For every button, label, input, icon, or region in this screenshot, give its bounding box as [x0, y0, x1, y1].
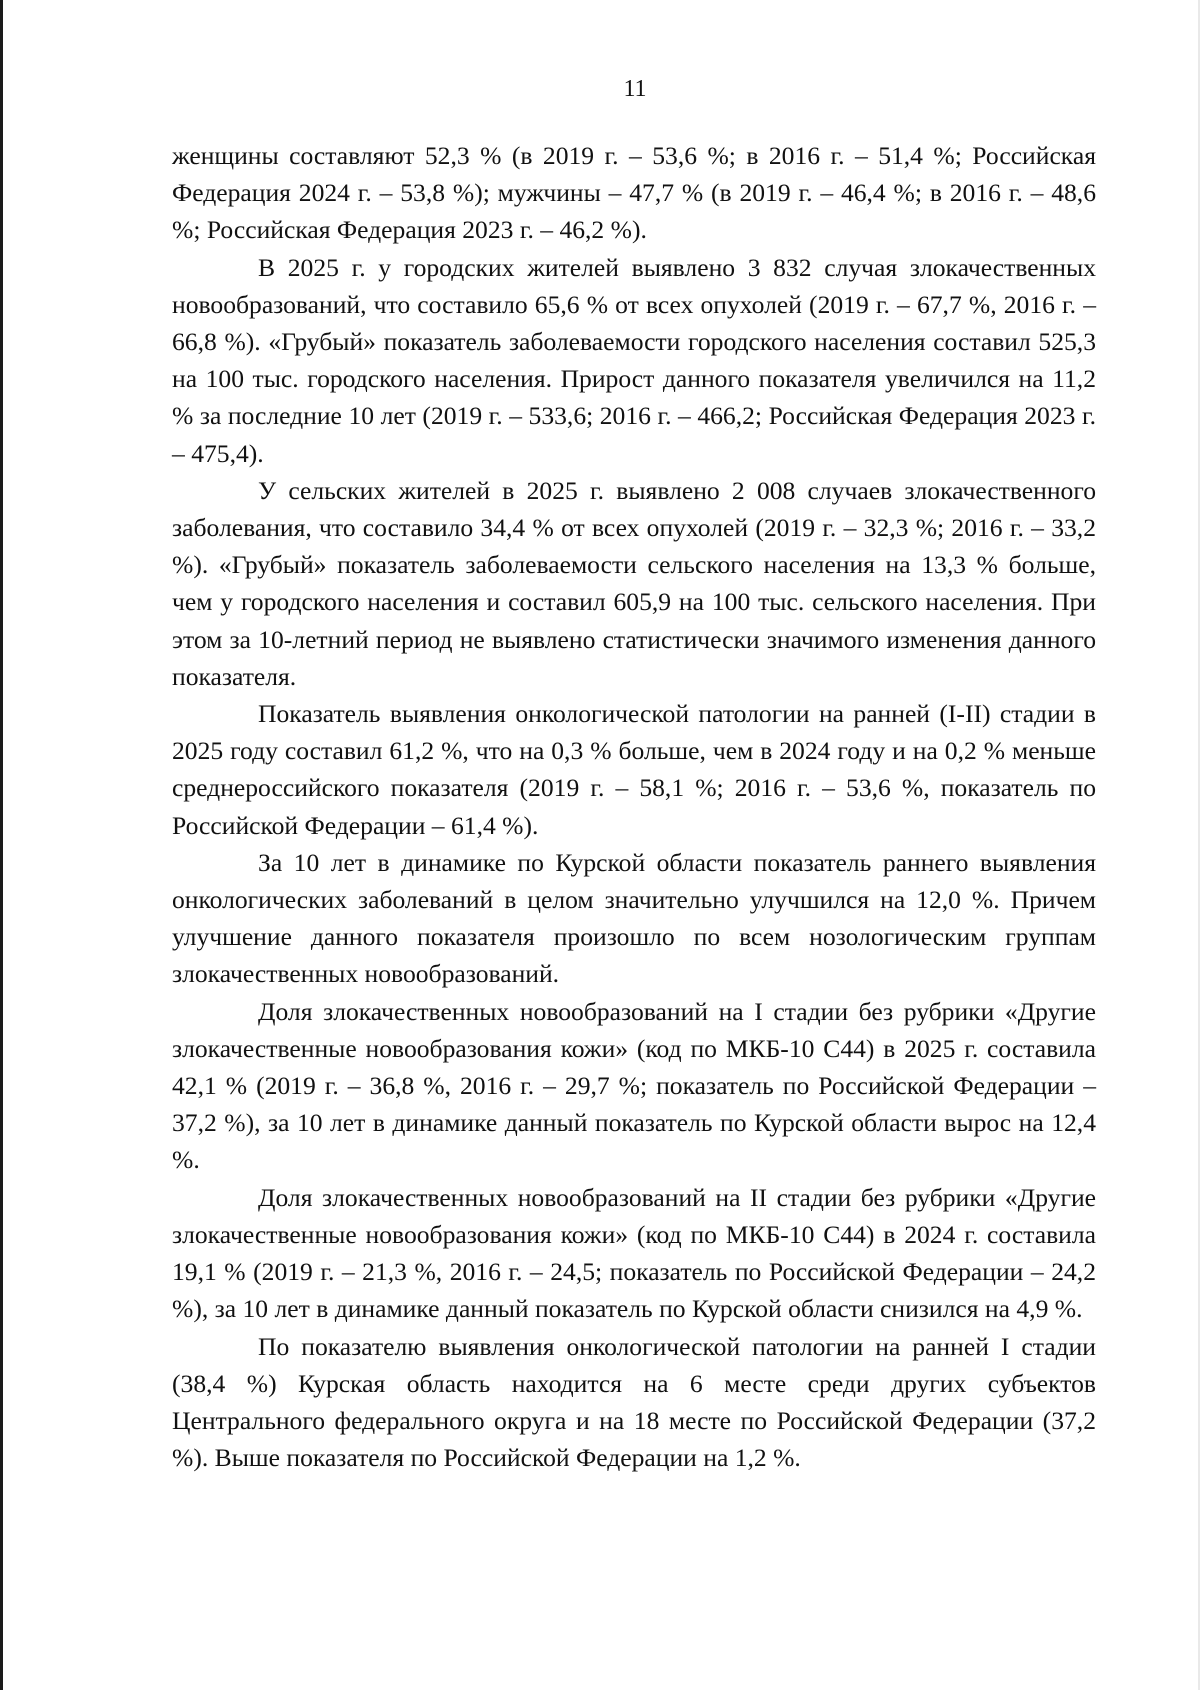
paragraph-ten-year-dynamics: За 10 лет в динамике по Курской области показатель раннего выявления онкологических заболеваний в целом значительно улучшился на 12,0 %. Причем улучшение данного показателя произошло по всем нозологическим группам злокачественных новообразований. [172, 847, 1096, 989]
paragraph-early-detection: Показатель выявления онкологической патологии на ранней (I-II) стадии в 2025 году составил 61,2 %, что на 0,3 % больше, чем в 2024 году и на 0,2 % меньше среднероссийского показателя (2019 г. – 58,1 %; 2016 г. – 53,6 %, показатель по Российской Федерации – 61,4 %). [172, 699, 1096, 840]
paragraph-stage-one-share: Доля злокачественных новообразований на I стадии без рубрики «Другие злокачественные новообразования кожи» (код по МКБ-10 С44) в 2025 г. составила 42,1 % (2019 г. – 36,8 %, 2016 г. – 29,7 %; показатель по Российской Федерации – 37,2 %), за 10 лет в динамике данный показатель по Курской области вырос на 12,4 %. [172, 996, 1096, 1175]
document-body [172, 137, 1096, 1476]
page-number: 11 [623, 76, 647, 102]
scan-edge-left [0, 0, 3, 1690]
paragraph-stage-two-share: Доля злокачественных новообразований на II стадии без рубрики «Другие злокачественные новообразования кожи» (код по МКБ-10 С44) в 2024 г. составила 19,1 % (2019 г. – 21,3 %, 2016 г. – 24,5; показатель по Российской Федерации – 24,2 %), за 10 лет в динамике данный показатель по Курской области снизился на 4,9 %. [172, 1182, 1096, 1324]
paragraph-urban-incidence: В 2025 г. у городских жителей выявлено 3 832 случая злокачественных новообразований, что составило 65,6 % от всех опухолей (2019 г. – 67,7 %, 2016 г. – 66,8 %). «Грубый» показатель заболеваемости городского населения составил 525,3 на 100 тыс. городского населения. Прирост данного показателя увеличился на 11,2 % за последние 10 лет (2019 г. – 533,6; 2016 г. – 466,2; Российская Федерация 2023 г. – 475,4). [172, 252, 1096, 468]
paragraph-sex-distribution: женщины составляют 52,3 % (в 2019 г. – 53,6 %; в 2016 г. – 51,4 %; Российская Федерация 2024 г. – 53,8 %); мужчины – 47,7 % (в 2019 г. – 46,4 %; в 2016 г. – 48,6 %; Российская Федерация 2023 г. – 46,2 %). [172, 141, 1096, 245]
paragraph-rural-incidence: У сельских жителей в 2025 г. выявлено 2 008 случаев злокачественного заболевания, что составило 34,4 % от всех опухолей (2019 г. – 32,3 %; 2016 г. – 33,2 %). «Грубый» показатель заболеваемости сельского населения на 13,3 % больше, чем у городского населения и составил 605,9 на 100 тыс. сельского населения. При этом за 10-летний период не выявлено статистически значимого изменения данного показателя. [172, 475, 1096, 691]
paragraph-regional-ranking: По показателю выявления онкологической патологии на ранней I стадии (38,4 %) Курская область находится на 6 месте среди других субъектов Центрального федерального округа и на 18 месте по Российской Федерации (37,2 %). Выше показателя по Российской Федерации на 1,2 %. [172, 1331, 1096, 1473]
